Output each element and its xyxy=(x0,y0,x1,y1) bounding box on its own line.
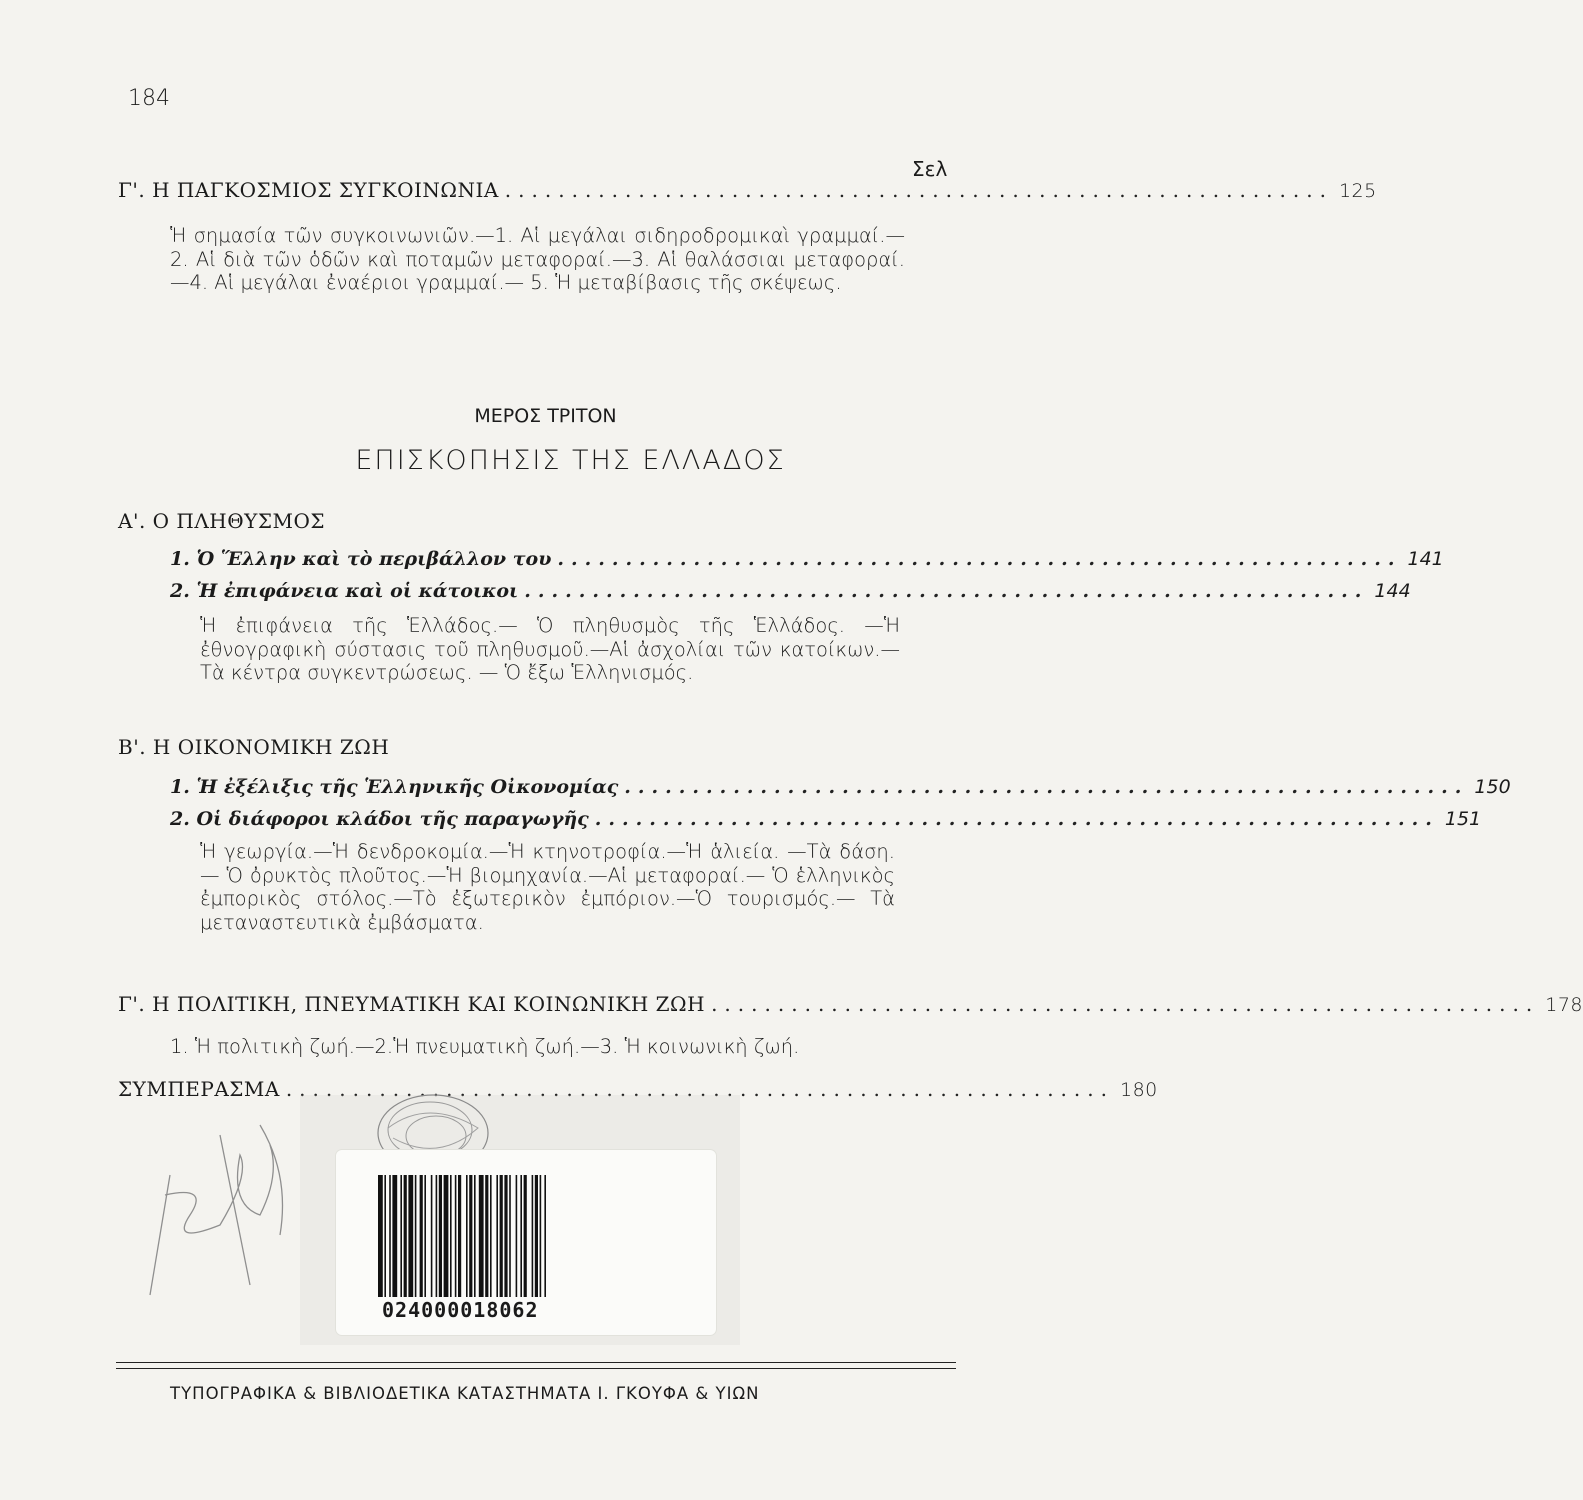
leader-dots: .............................................................. xyxy=(711,992,1540,1016)
barcode-bar xyxy=(404,1175,407,1297)
toc-page-number: 125 xyxy=(1338,180,1377,202)
barcode-bar xyxy=(485,1175,488,1297)
toc-page-number: 151 xyxy=(1444,808,1482,830)
barcode-bar xyxy=(400,1175,402,1297)
barcode-bar xyxy=(500,1175,503,1297)
page-number: 184 xyxy=(128,86,170,111)
barcode-bar xyxy=(431,1175,433,1297)
barcode-bar xyxy=(509,1175,511,1297)
toc-heading: ΣΥΜΠΕΡΑΣΜΑ xyxy=(118,1077,280,1101)
barcode-bar xyxy=(544,1175,546,1297)
barcode-bar xyxy=(532,1175,534,1297)
part-title: ΕΠΙΣΚΟΠΗΣΙΣ ΤΗΣ ΕΛΛΑΔΟΣ xyxy=(355,445,786,476)
toc-page-number: 178 xyxy=(1545,994,1583,1016)
toc-entry-economy-2: 2. Οἱ διάφοροι κλάδοι τῆς παραγωγῆς .............................................................. 151 xyxy=(170,808,1482,830)
toc-entry-political xyxy=(118,992,1583,1016)
footer-rule-top xyxy=(116,1362,956,1363)
barcode-bar xyxy=(444,1175,449,1297)
leader-dots: .............................................................. xyxy=(504,178,1333,202)
toc-entry-population-1: 1. Ὁ Ἕλλην καὶ τὸ περιβάλλον του .............................................................. 141 xyxy=(170,548,1444,570)
barcode-bar xyxy=(384,1175,386,1297)
toc-page-number: 141 xyxy=(1407,548,1444,570)
barcode-bar xyxy=(450,1175,452,1297)
barcode-icon xyxy=(378,1175,678,1297)
toc-entry-population-2: 2. Ἡ ἐπιφάνεια καὶ οἱ κάτοικοι .............................................................. 144 xyxy=(170,580,1411,602)
barcode-bar xyxy=(420,1175,423,1297)
toc-entry-economy-1: 1. Ἡ ἐξέλιξις τῆς Ἑλληνικῆς Οἰκονομίας .............................................................. 150 xyxy=(170,776,1511,798)
barcode-bar xyxy=(466,1175,468,1297)
barcode-bar xyxy=(455,1175,457,1297)
barcode-number: 024000018062 xyxy=(382,1298,539,1322)
footer-rule-bottom xyxy=(116,1368,956,1369)
barcode-bar xyxy=(479,1175,484,1297)
leader-dots: .............................................................. xyxy=(624,776,1469,798)
barcode-bar xyxy=(469,1175,472,1297)
toc-heading-population: Α'. Ο ΠΛΗΘΥΣΜΟΣ xyxy=(118,509,325,533)
barcode-bar xyxy=(415,1175,417,1297)
barcode-bar xyxy=(490,1175,492,1297)
barcode-bar xyxy=(504,1175,507,1297)
barcode-bar xyxy=(520,1175,522,1297)
page-column-label: Σελ xyxy=(912,157,948,181)
toc-page-number: 144 xyxy=(1374,580,1411,602)
printer-imprint: ΤΥΠΟΓΡΑΦΙΚΑ & ΒΙΒΛΙΟΔΕΤΙΚΑ ΚΑΤΑΣΤΗΜΑΤΑ Ι. ΓΚΟΥΦΑ & ΥΙΩΝ xyxy=(170,1384,760,1403)
barcode-bar xyxy=(524,1175,527,1297)
leader-dots: .............................................................. xyxy=(524,580,1369,602)
toc-page-number: 180 xyxy=(1120,1079,1158,1101)
toc-description-population: Ἡ ἐπιφάνεια τῆς Ἑλλάδος.— Ὁ πληθυσμὸς τῆς Ἑλλάδος. —Ἡ ἐθνογραφικὴ σύστασις τοῦ πληθυσμοῦ.—Αἱ ἀσχολίαι τῶν κατοίκων.—Τὰ κέντρα συγκεντρώσεως. — Ὁ ἔξω Ἑλληνισμός. xyxy=(200,614,900,684)
toc-heading-economy: Β'. Η ΟΙΚΟΝΟΜΙΚΗ ΖΩΗ xyxy=(118,735,390,759)
leader-dots: .............................................................. xyxy=(594,808,1439,830)
barcode-bar xyxy=(392,1175,397,1297)
toc-description-economy: Ἡ γεωργία.—Ἡ δενδροκομία.—Ἡ κτηνοτροφία.—Ἡ ἁλιεία. —Τὰ δάση.— Ὁ ὀρυκτὸς πλοῦτος.—Ἡ βιομηχανία.—Αἱ μεταφοραί.— Ὁ ἑλληνικὸς ἐμπορικὸς στόλος.—Τὸ ἐξωτερικὸν ἐμπόριον.—Ὁ τουρισμός.— Τὰ μεταναστευτικὰ ἐμβάσματα. xyxy=(200,840,895,934)
toc-page-number: 150 xyxy=(1474,776,1511,798)
toc-entry-communications xyxy=(118,178,1377,202)
barcode-bar xyxy=(389,1175,391,1297)
barcode-bar xyxy=(424,1175,426,1297)
barcode-bar xyxy=(439,1175,442,1297)
barcode-bar xyxy=(458,1175,461,1297)
handwritten-signature xyxy=(130,1115,300,1315)
toc-heading: Γ'. Η ΠΑΓΚΟΣΜΙΟΣ ΣΥΓΚΟΙΝΩΝΙΑ xyxy=(118,178,499,202)
leader-dots: .............................................................. xyxy=(285,1077,1114,1101)
toc-heading: Γ'. Η ΠΟΛΙΤΙΚΗ, ΠΝΕΥΜΑΤΙΚΗ ΚΑΙ ΚΟΙΝΩΝΙΚΗ ΖΩΗ xyxy=(118,992,706,1016)
barcode-bar xyxy=(516,1175,518,1297)
barcode-bar xyxy=(436,1175,438,1297)
barcode-bar xyxy=(408,1175,413,1297)
barcode-bar xyxy=(535,1175,538,1297)
barcode-bar xyxy=(474,1175,476,1297)
part-label: ΜΕΡΟΣ ΤΡΙΤΟΝ xyxy=(474,405,617,427)
barcode-bar xyxy=(496,1175,498,1297)
toc-description-communications: Ἡ σημασία τῶν συγκοινωνιῶν.—1. Αἱ μεγάλαι σιδηροδρομικαὶ γραμμαί.—2. Αἱ διὰ τῶν ὁδῶν καὶ ποταμῶν μεταφοραί.—3. Αἱ θαλάσσιαι μεταφοραί. —4. Αἱ μεγάλαι ἐναέριοι γραμμαί.— 5. Ἡ μεταβίβασις τῆς σκέψεως. xyxy=(170,224,905,294)
barcode-bar xyxy=(378,1175,383,1297)
toc-description-political: 1. Ἡ πολιτικὴ ζωή.—2.Ἡ πνευματικὴ ζωή.—3. Ἡ κοινωνικὴ ζωή. xyxy=(170,1035,800,1058)
leader-dots: .............................................................. xyxy=(557,548,1402,570)
barcode-bar xyxy=(540,1175,542,1297)
